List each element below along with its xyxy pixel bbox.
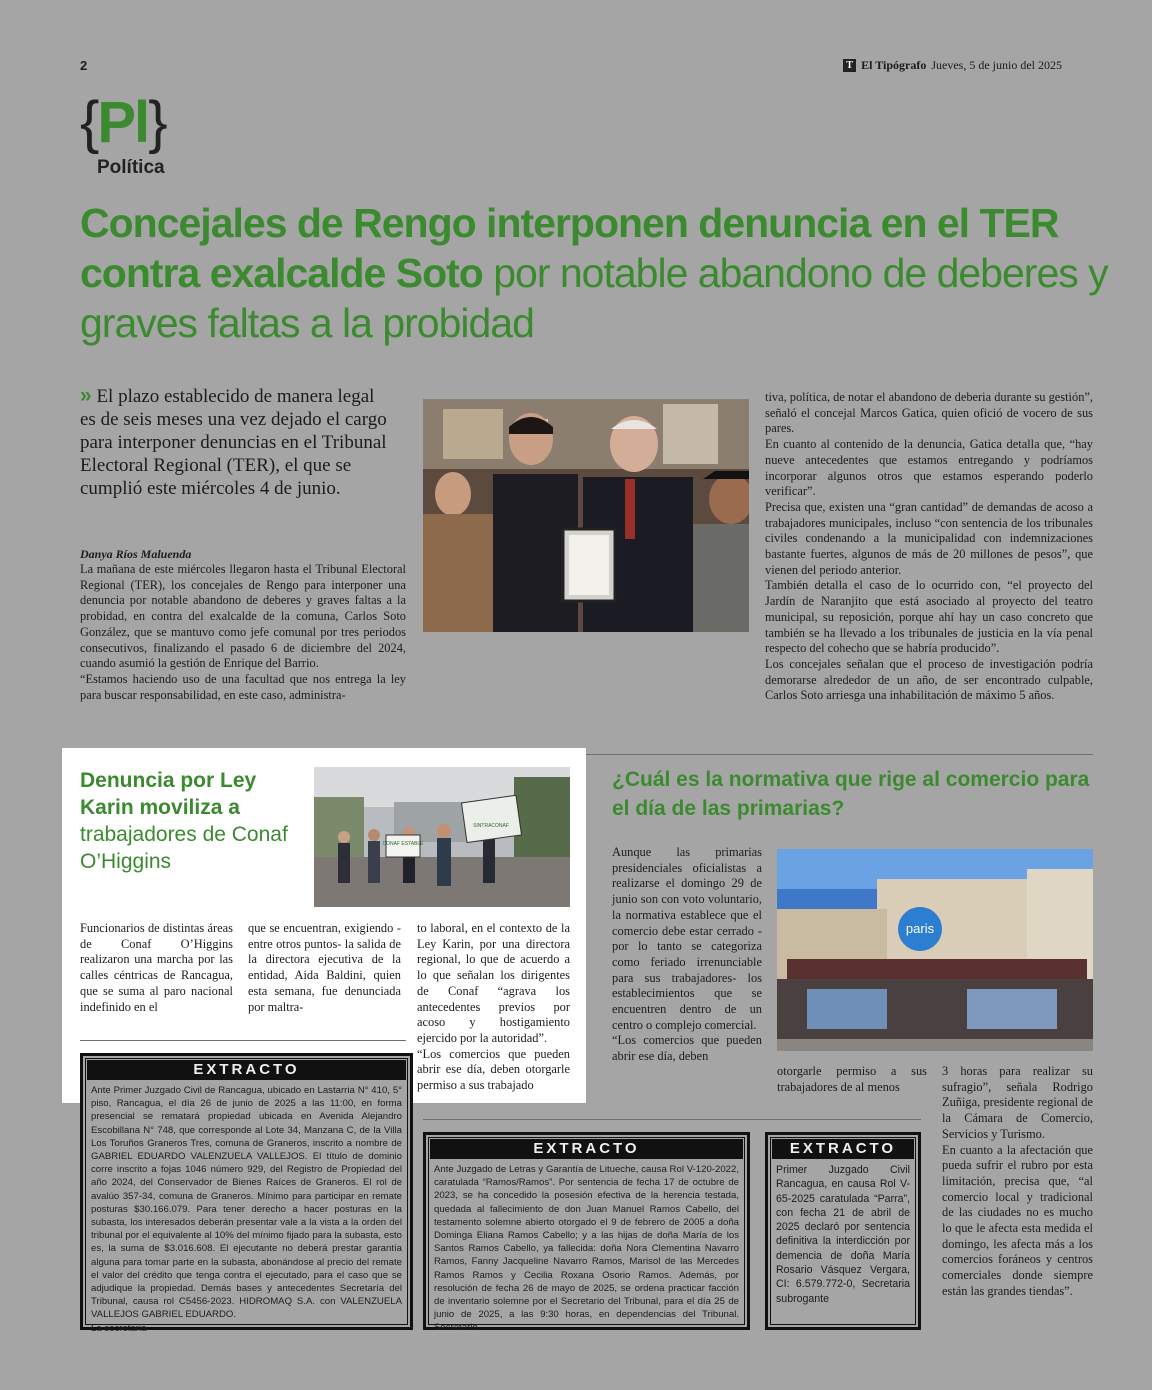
page-number: 2 [80,58,88,73]
comercio-paragraph: “Los comercios que pueden abrir ese día, deben [612,1033,762,1064]
extracto-title: EXTRACTO [430,1139,743,1159]
conaf-headline-bold: Denuncia por Ley Karin moviliza a [80,769,257,819]
conaf-column-1: Funcionarios de distintas áreas de Conaf O’Higgins realizaron una marcha por las calles céntricas de Rancagua, que se suma al paro nacional indefinido en el [80,921,233,1014]
extracto-title: EXTRACTO [87,1060,406,1080]
conaf-column-3 [417,921,570,1094]
protest-sign-2: SINTRACONAF [473,823,509,829]
comercio-column-2: otorgarle permiso a sus trabajadores de al menos [777,1064,927,1094]
issue-date: Jueves, 5 de junio del 2025 [931,58,1062,72]
extract-divider [423,1119,921,1120]
section-code [80,88,166,158]
comercio-column-3 [942,1064,1093,1300]
extracto-text [83,1084,410,1335]
comercio-paragraph: En cuanto a la afectación que pueda sufrir el rubro por esta limitación, precisa que, “al comercio local y tradicional de las ciudades no es mucho lo que le afecta esta medida el domingo, les afecta más a los comercios foráneos y centros comerciales donde siempre están las grandes tiendas”. [942,1142,1093,1298]
conaf-paragraph: “Los comercios que pueden abrir ese día, deben otorgarle permiso a sus trabajado [417,1046,570,1093]
section-open-brace: { [80,90,98,155]
article-paragraph: Los concejales señalan que el proceso de investigación podría demorarse alrededor de un año, de ser encontrado culpable, Carlos Soto arriesga una inhabilitación de máximo 5 años. [765,656,1093,703]
conaf-paragraph: to laboral, en el contexto de la Ley Karin, por una directora regional, lo que de acuerdo a lo que señalan los dirigentes de Conaf “agrava los antecedentes previos por acoso y hostigamiento ejercido por la autoridad”. [417,921,570,1045]
lead-paragraph [80,384,392,500]
comercio-paragraph: Aunque las primarias presidenciales oficialistas a realizarse el domingo 29 de junio son con voto voluntario, la normativa establece que el comercio debe estar cerrado -por lo tanto se categoriza como feriado irrenunciable para sus trabajadores- los establecimientos que se encuentren dentro de un centro o complejo comercial. [612,845,762,1032]
article-column-1 [80,562,406,703]
article-paragraph: También detalla el caso de lo ocurrido con, “el proyecto del Jardín de Naranjito que está asociado al proyecto del teatro municipal, su reposición, porque ahí hay un caso concreto que también se ha llevado a los tribunales de justicia en la vía penal respecto del cohecho que se habría producido”. [765,578,1093,656]
conaf-headline [80,767,310,875]
comercio-paragraph: 3 horas para realizar su sufragio”, señala Rodrigo Zuñiga, presidente regional de la Cámara de Comercio, Servicios y Turismo. [942,1064,1093,1141]
extract-divider [80,1040,406,1041]
article-paragraph: Precisa que, existen una “gran cantidad” de demandas de acoso a trabajadores municipales, incluso “con sentencia de los tribunales civiles condenando a la municipalidad con indemnizaciones bastante fuertes, algunos de más de 20 millones de pesos”, que vienen del periodo anterior. [765,499,1093,577]
byline: Danya Ríos Maluenda [80,547,192,561]
conaf-march-illustration [314,767,570,907]
comercio-column-1 [612,845,762,1065]
lead-marker-icon: » [80,384,92,407]
main-headline [80,198,1110,348]
article-paragraph: La mañana de este miércoles llegaron hasta el Tribunal Electoral Regional (TER), los concejales de Rengo para interponer una denuncia por notable abandono de deberes y graves faltas a la probidad, en contra del exalcalde de la comuna, Carlos Soto González, que se mantuvo como jefe comunal por tres periodos consecutivos, finalizando el pasado 6 de diciembre del 2024, cuando asumió la gestión de Enrique del Barrio. [80,562,406,671]
article-paragraph: En cuanto al contenido de la denuncia, Gatica detalla que, “hay nueve antecedentes que estamos entregando y podríamos incorporar algunos otros que estamos esperando poderlo verificar”. [765,437,1093,499]
extracto-text: Primer Juzgado Civil Rancagua, en causa Rol V-65-2025 caratulada “Parra”, con fecha 21 de abril de 2025 declaró por sentencia definitiva la interdicción por demencia de doña María Rosario Vásquez Vergara, CI: 6.579.772-0, Secretaria subrogante [776,1164,910,1305]
protest-sign-1: CONAF ESTABLE [382,841,424,847]
conaf-column-2: que se encuentran, exigiendo -entre otros puntos- la salida de la directora ejecutiva de la entidad, Aida Baldini, quien esta semana, fue denunciada por maltra- [248,921,401,1014]
section-code-letters: Pl [97,90,149,155]
section-name: Política [97,157,165,178]
comercio-headline: ¿Cuál es la normativa que rige al comercio para el día de las primarias? [612,768,1090,820]
paris-store-photo [777,849,1093,1051]
lead-text: El plazo establecido de manera legal es de seis meses una vez dejado el cargo para interponer denuncias en el Tribunal Electoral Regional (TER), el que se cumplió este miércoles 4 de junio. [80,386,387,499]
extracto-body: Ante Primer Juzgado Civil de Rancagua, ubicado en Lastarria N° 410, 5° piso, Rancagua, el día 26 de junio de 2025 a las 11:00, en forma presencial se rematará propiedad ubicada en Avenida Alejandro Escobillana N° 748, que corresponde al Lote 34, Manzana C, de la Villa Los Toruños Graneros Tres, comuna de Graneros, inscrito a nombre de GABRIEL EDUARDO VALENZUELA VALLEJOS. El título de dominio corre inscrito a fojas 1046 número 929, del Registro de Propiedad del año 2024, del Conservador de Bienes Raíces de Graneros. El rol de avalúo 357-34, comuna de Graneros. Mínimo para participar en remate posturas $30.166.079. Para tener derecho a hacer posturas en la subasta, los interesados deberán presentar vale a la vista a la orden del tribunal por el equivalente al 10% del mínimo fijado para la subasta, esto es, la suma de $3.016.608. El ejecutante no deberá prestar garantía alguna para tomar parte en la subasta, abonándose al precio del remate el valor del crédito que tenga contra el ejecutado, para el caso que se adjudique la propiedad. Demás bases y antecedentes Secretaría del Tribunal, causa rol C5456-2023. HIDROMAQ S.A. con VALENZUELA VALLEJOS GABRIEL EDUARDO. [91,1085,402,1321]
newspaper-logo-icon: T [843,59,856,72]
conaf-march-photo [314,767,570,907]
conaf-headline-light: trabajadores de Conaf O’Higgins [80,823,288,873]
headline-light: por notable abandono de deberes y graves faltas a la probidad [80,250,1108,346]
store-sign: paris [905,921,935,936]
paris-store-illustration [777,849,1093,1051]
section-close-brace: } [148,90,166,155]
extracto-notice-1 [80,1053,413,1334]
article-paragraph: tiva, política, de notar el abandono de deberia durante su gestión”, señaló el concejal Marcos Gatica, quien ofició de vocero de sus pares. [765,390,1093,436]
section-divider [586,754,1093,755]
concejales-photo [423,399,749,632]
masthead [843,58,1062,73]
publication-name: El Tipógrafo [861,58,927,72]
extracto-signature: La secretaria [91,1322,147,1334]
extracto-title: EXTRACTO [772,1139,914,1159]
article-paragraph: “Estamos haciendo uso de una facultad que nos entrega la ley para buscar responsabilidad, en este caso, administra- [80,671,406,702]
article-column-3 [765,390,1093,704]
extracto-notice-3 [765,1132,921,1330]
extracto-text: Ante Juzgado de Letras y Garantía de Litueche, causa Rol V-120-2022, caratulada “Ramos/Ramos”. Por sentencia de fecha 17 de octubre de 2023, se ha concedido la posesión efectiva de la herencia testada, quedada al fallecimiento de don Juan Manuel Ramos Cabello, del testamento solemne abierto otorgado el 9 de febrero de 2005 a doña Dominga Eliana Ramos Cabello; y a las hijas de doña María de los Santos Ramos Cabello, ya fallecida: doña Nora Clementina Navarro Ramos, Fanny Jacqueline Navarro Ramos, Marisol de las Mercedes Ramos Ramos y Cecilia Roxana Osorio Ramos. Además, por resolución de fecha 26 de mayo de 2025, se ordena practicar facción de inventario solemne por el Secretario del Tribunal, para el día 25 de junio de 2025, a las 9:30 horas, en dependencias del Tribunal. Secretario. [434,1164,739,1334]
extracto-notice-2 [423,1132,750,1334]
concejales-photo-illustration [423,399,749,632]
headline-bold: Concejales de Rengo interponen denuncia en el TER contra exalcalde Soto [80,200,1059,296]
